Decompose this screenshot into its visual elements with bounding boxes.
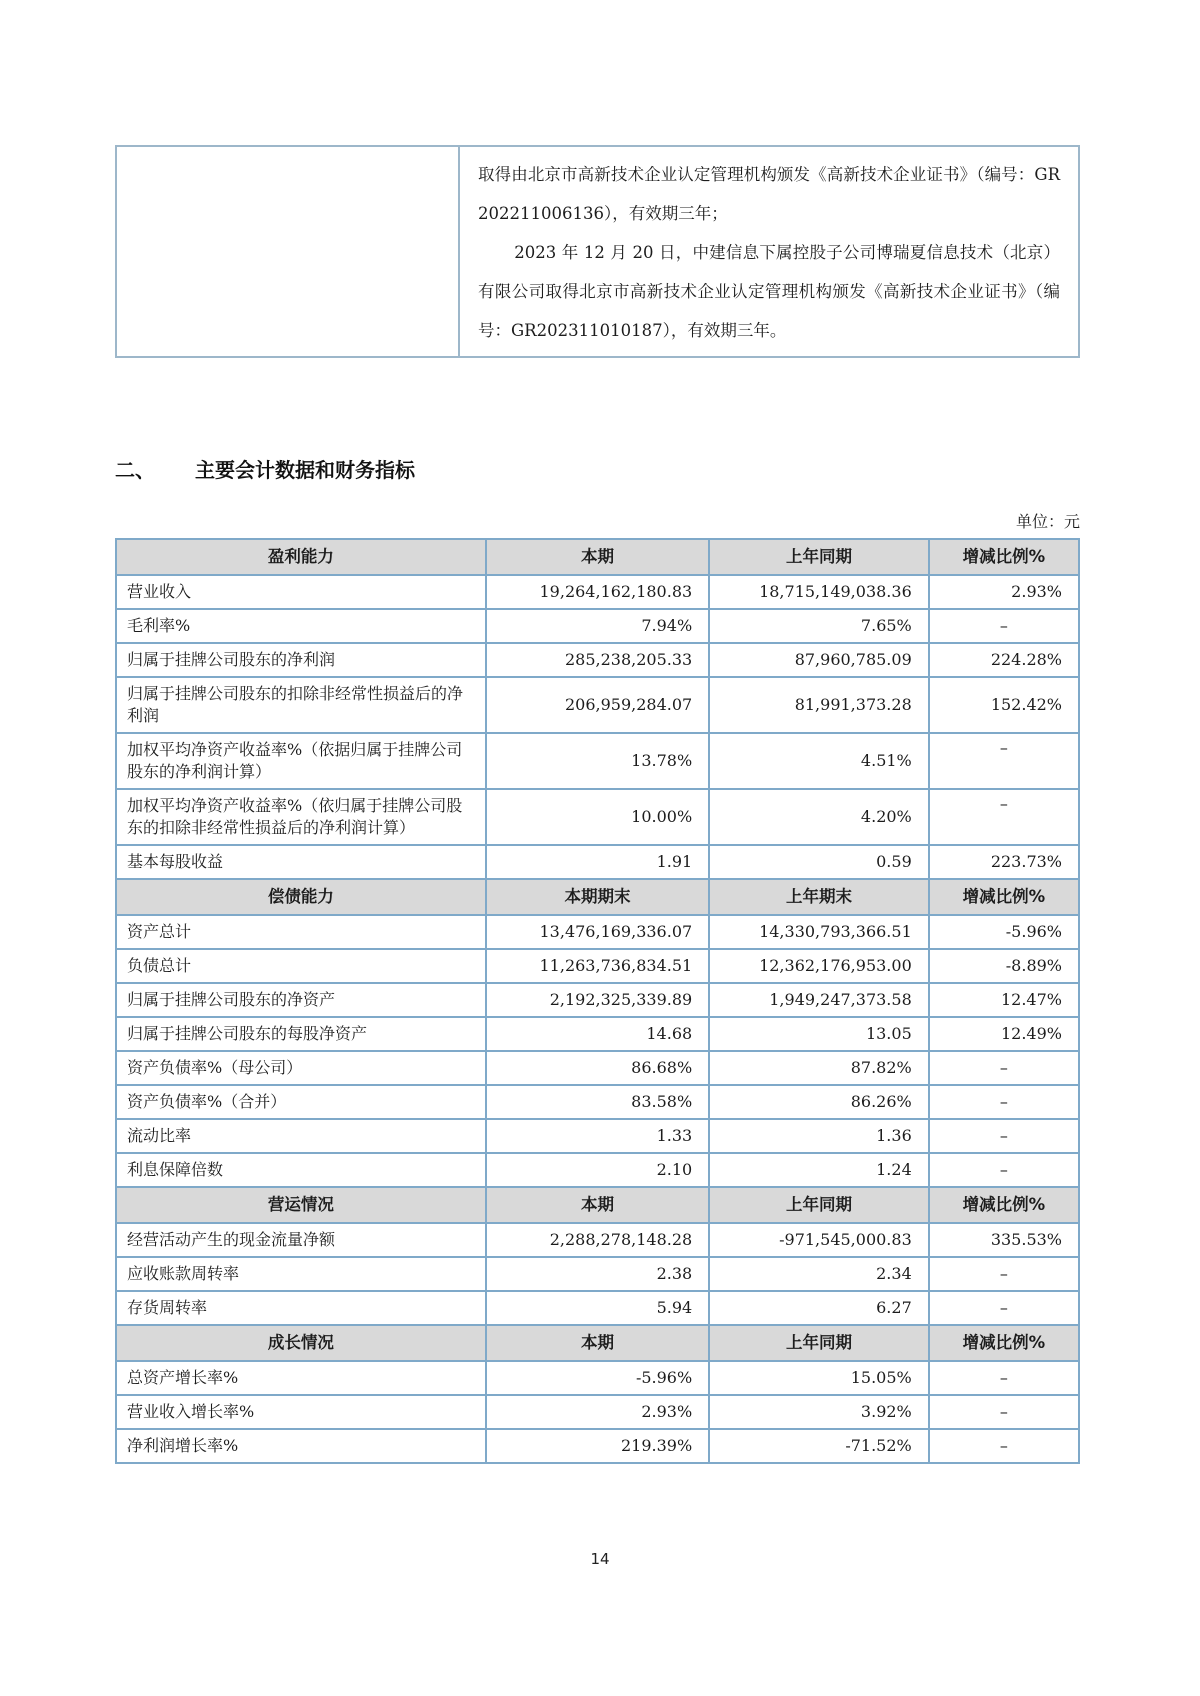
value-change: – [929, 1429, 1079, 1463]
value-prior: 4.20% [709, 789, 929, 845]
value-prior: 86.26% [709, 1085, 929, 1119]
section-heading [115, 454, 1080, 483]
certificate-paragraph-1: 取得由北京市高新技术企业认定管理机构颁发《高新技术企业证书》（编号：GR202211006136），有效期三年； [478, 165, 1060, 223]
page-number: 14 [590, 1550, 610, 1568]
section-title: 盈利能力 [116, 539, 486, 575]
info-table-right-cell [459, 146, 1079, 357]
value-prior: 2.34 [709, 1257, 929, 1291]
value-current: 219.39% [486, 1429, 709, 1463]
value-prior: 4.51% [709, 733, 929, 789]
value-prior: -71.52% [709, 1429, 929, 1463]
value-change: -8.89% [929, 949, 1079, 983]
column-header: 上年同期 [709, 1325, 929, 1361]
value-current: 14.68 [486, 1017, 709, 1051]
indicator-label: 利息保障倍数 [116, 1153, 486, 1187]
table-section-header-row [116, 1187, 1079, 1223]
value-current: 285,238,205.33 [486, 643, 709, 677]
value-change: – [929, 1395, 1079, 1429]
indicator-label: 归属于挂牌公司股东的每股净资产 [116, 1017, 486, 1051]
value-prior: 1.36 [709, 1119, 929, 1153]
indicator-label: 资产负债率%（母公司） [116, 1051, 486, 1085]
page-content [115, 0, 1080, 1464]
value-prior: 12,362,176,953.00 [709, 949, 929, 983]
value-current: 206,959,284.07 [486, 677, 709, 733]
value-change: 12.47% [929, 983, 1079, 1017]
value-change: – [929, 609, 1079, 643]
value-current: -5.96% [486, 1361, 709, 1395]
value-prior: 1.24 [709, 1153, 929, 1187]
column-header: 上年同期 [709, 539, 929, 575]
value-change: 2.93% [929, 575, 1079, 609]
indicator-label: 营业收入 [116, 575, 486, 609]
table-row [116, 949, 1079, 983]
table-row [116, 609, 1079, 643]
value-current: 13,476,169,336.07 [486, 915, 709, 949]
indicator-label: 资产总计 [116, 915, 486, 949]
table-row [116, 983, 1079, 1017]
indicator-label: 营业收入增长率% [116, 1395, 486, 1429]
info-table-left-cell [116, 146, 459, 357]
value-prior: 3.92% [709, 1395, 929, 1429]
table-row [116, 146, 1079, 357]
table-row [116, 1051, 1079, 1085]
column-header: 增减比例% [929, 879, 1079, 915]
value-prior: 87,960,785.09 [709, 643, 929, 677]
value-prior: 18,715,149,038.36 [709, 575, 929, 609]
value-current: 83.58% [486, 1085, 709, 1119]
value-current: 19,264,162,180.83 [486, 575, 709, 609]
column-header: 增减比例% [929, 1325, 1079, 1361]
value-change: – [929, 1257, 1079, 1291]
value-prior: 6.27 [709, 1291, 929, 1325]
value-prior: 0.59 [709, 845, 929, 879]
table-row [116, 845, 1079, 879]
table-row [116, 915, 1079, 949]
certificate-paragraph-2: 2023 年 12 月 20 日，中建信息下属控股子公司博瑞夏信息技术（北京）有限公司取得北京市高新技术企业认定管理机构颁发《高新技术企业证书》（编号：GR202311010187），有效期三年。 [478, 243, 1060, 340]
table-row [116, 1257, 1079, 1291]
table-row [116, 677, 1079, 733]
indicator-label: 加权平均净资产收益率%（依据归属于挂牌公司股东的净利润计算） [116, 733, 486, 789]
table-row [116, 1429, 1079, 1463]
value-current: 10.00% [486, 789, 709, 845]
value-change: 152.42% [929, 677, 1079, 733]
indicator-label: 存货周转率 [116, 1291, 486, 1325]
value-prior: 13.05 [709, 1017, 929, 1051]
column-header: 本期期末 [486, 879, 709, 915]
section-heading-number: 二、 [115, 458, 155, 482]
value-change: – [929, 1153, 1079, 1187]
value-change: – [929, 1051, 1079, 1085]
value-current: 2,288,278,148.28 [486, 1223, 709, 1257]
indicator-label: 净利润增长率% [116, 1429, 486, 1463]
table-row [116, 1291, 1079, 1325]
value-prior: 7.65% [709, 609, 929, 643]
table-row [116, 1395, 1079, 1429]
table-row [116, 1017, 1079, 1051]
value-prior: -971,545,000.83 [709, 1223, 929, 1257]
value-current: 5.94 [486, 1291, 709, 1325]
table-row [116, 643, 1079, 677]
indicator-label: 流动比率 [116, 1119, 486, 1153]
value-change: – [929, 1085, 1079, 1119]
indicator-label: 负债总计 [116, 949, 486, 983]
table-row [116, 575, 1079, 609]
indicator-label: 总资产增长率% [116, 1361, 486, 1395]
unit-label: 单位：元 [1015, 512, 1080, 531]
value-current: 1.33 [486, 1119, 709, 1153]
column-header: 增减比例% [929, 1187, 1079, 1223]
value-change: 12.49% [929, 1017, 1079, 1051]
column-header: 上年同期 [709, 1187, 929, 1223]
table-row [116, 1119, 1079, 1153]
value-current: 86.68% [486, 1051, 709, 1085]
value-change: – [929, 789, 1079, 845]
table-section-header-row [116, 1325, 1079, 1361]
indicator-label: 应收账款周转率 [116, 1257, 486, 1291]
certificate-info-table [115, 145, 1080, 358]
indicator-label: 基本每股收益 [116, 845, 486, 879]
value-change: 335.53% [929, 1223, 1079, 1257]
value-change: 224.28% [929, 643, 1079, 677]
column-header: 本期 [486, 1325, 709, 1361]
indicator-label: 资产负债率%（合并） [116, 1085, 486, 1119]
value-current: 7.94% [486, 609, 709, 643]
value-prior: 14,330,793,366.51 [709, 915, 929, 949]
value-current: 11,263,736,834.51 [486, 949, 709, 983]
table-row [116, 1361, 1079, 1395]
indicator-label: 归属于挂牌公司股东的扣除非经常性损益后的净利润 [116, 677, 486, 733]
value-change: – [929, 1291, 1079, 1325]
section-heading-title: 主要会计数据和财务指标 [195, 458, 415, 482]
value-current: 1.91 [486, 845, 709, 879]
value-change: – [929, 1361, 1079, 1395]
value-current: 13.78% [486, 733, 709, 789]
financial-indicators-table [115, 538, 1080, 1464]
value-prior: 15.05% [709, 1361, 929, 1395]
column-header: 增减比例% [929, 539, 1079, 575]
table-row [116, 1085, 1079, 1119]
value-change: – [929, 1119, 1079, 1153]
value-prior: 81,991,373.28 [709, 677, 929, 733]
indicator-label: 归属于挂牌公司股东的净资产 [116, 983, 486, 1017]
column-header: 本期 [486, 1187, 709, 1223]
indicator-label: 归属于挂牌公司股东的净利润 [116, 643, 486, 677]
section-title: 营运情况 [116, 1187, 486, 1223]
table-row [116, 733, 1079, 789]
table-row [116, 789, 1079, 845]
value-change: 223.73% [929, 845, 1079, 879]
table-row [116, 1153, 1079, 1187]
value-change: – [929, 733, 1079, 789]
table-row [116, 1223, 1079, 1257]
column-header: 上年期末 [709, 879, 929, 915]
indicator-label: 毛利率% [116, 609, 486, 643]
section-title: 偿债能力 [116, 879, 486, 915]
value-current: 2.10 [486, 1153, 709, 1187]
table-section-header-row [116, 879, 1079, 915]
column-header: 本期 [486, 539, 709, 575]
value-current: 2.38 [486, 1257, 709, 1291]
value-change: -5.96% [929, 915, 1079, 949]
section-title: 成长情况 [116, 1325, 486, 1361]
value-current: 2.93% [486, 1395, 709, 1429]
table-section-header-row [116, 539, 1079, 575]
indicator-label: 经营活动产生的现金流量净额 [116, 1223, 486, 1257]
value-prior: 1,949,247,373.58 [709, 983, 929, 1017]
indicator-label: 加权平均净资产收益率%（依归属于挂牌公司股东的扣除非经常性损益后的净利润计算） [116, 789, 486, 845]
value-prior: 87.82% [709, 1051, 929, 1085]
value-current: 2,192,325,339.89 [486, 983, 709, 1017]
